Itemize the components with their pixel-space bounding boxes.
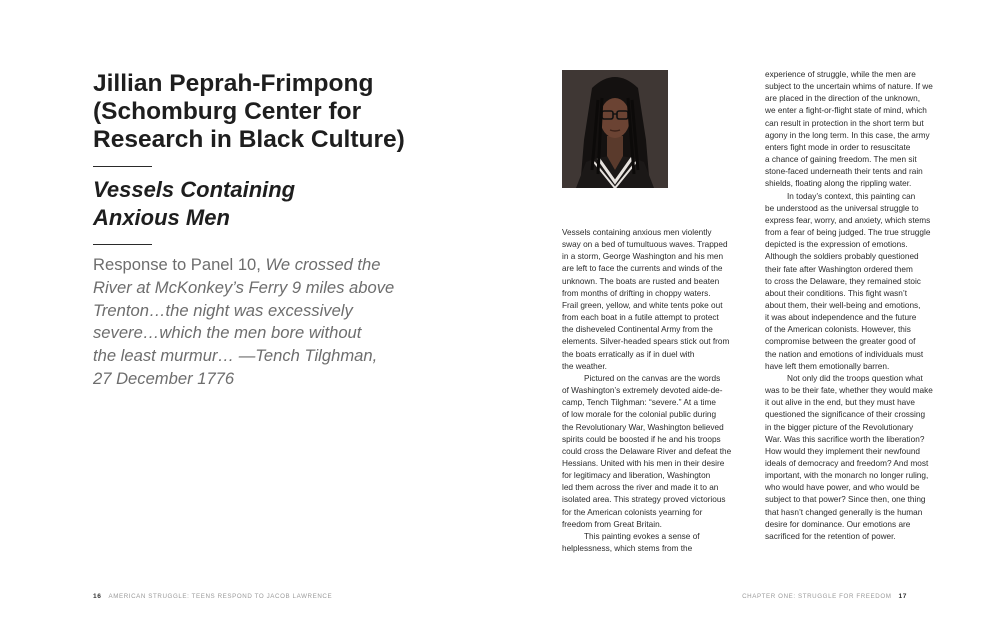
- page-number: 17: [898, 593, 907, 600]
- footer-right: [742, 593, 907, 600]
- text-line: elements. Silver-headed spears stick out from: [562, 337, 730, 347]
- essay-title: [93, 176, 393, 232]
- text-line: Frail green, yellow, and white tents poke out: [562, 300, 723, 310]
- text-line: the nation and emotions of individuals must: [765, 349, 924, 359]
- body-column-1: [562, 227, 740, 555]
- text-line: of low morale for the colonial public during: [562, 410, 717, 420]
- divider: [93, 244, 152, 245]
- text-line: the disheveled Continental Army from the: [562, 325, 713, 335]
- title-line: Anxious Men: [93, 205, 230, 230]
- paragraph: [765, 191, 943, 373]
- footer-left: [93, 593, 332, 600]
- text-line: Pictured on the canvas are the words: [584, 373, 721, 383]
- text-line: it out alive in the end, but they must have: [765, 398, 915, 408]
- text-line: who would have power, and who would be: [765, 483, 920, 493]
- author-line: Research in Black Culture): [93, 126, 405, 153]
- paragraph: [765, 373, 943, 543]
- paragraph: [562, 227, 740, 373]
- text-line: enters fight mode in order to resuscitate: [765, 142, 911, 152]
- text-line: desire for dominance. Our emotions are: [765, 519, 911, 529]
- text-line: shields, floating along the rippling water.: [765, 179, 912, 189]
- text-line: be understood as the universal struggle to: [765, 203, 919, 213]
- divider: [93, 166, 152, 167]
- running-head: CHAPTER ONE: STRUGGLE FOR FREEDOM: [742, 593, 892, 600]
- title-line: Vessels Containing: [93, 177, 296, 202]
- paragraph: [562, 373, 740, 531]
- text-line: How would they implement their newfound: [765, 446, 920, 456]
- response-quote-line: severe…which the men bore without: [93, 323, 362, 343]
- paragraph: [765, 69, 943, 191]
- text-line: questioned the significance of their crossing: [765, 410, 926, 420]
- text-line: helplessness, which stems from the: [562, 544, 693, 554]
- text-line: the weather.: [562, 361, 607, 371]
- text-line: experience of struggle, while the men are: [765, 70, 916, 79]
- text-line: Vessels containing anxious men violently: [562, 228, 712, 237]
- author-heading: [93, 70, 405, 154]
- text-line: from each boat in a futile attempt to protect: [562, 313, 719, 323]
- text-line: the boats erratically as if in duel with: [562, 349, 695, 359]
- page-number: 16: [93, 593, 102, 600]
- author-line: (Schomburg Center for: [93, 98, 362, 125]
- text-line: was to be their fate, whether they would make: [765, 386, 933, 396]
- text-line: led them across the river and made it to an: [562, 483, 719, 493]
- text-line: could cross the Delaware River and defeat the: [562, 446, 732, 456]
- text-line: War. Was this sacrifice worth the liberation?: [765, 434, 925, 444]
- text-line: subject to that power? Since then, one thing: [765, 495, 926, 505]
- text-line: sway on a bed of tumultuous waves. Trapped: [562, 240, 728, 250]
- paragraph: [562, 531, 740, 555]
- text-line: can result in protection in the short term but: [765, 118, 924, 128]
- body-column-2: [765, 69, 943, 543]
- text-line: for the American colonists yearning for: [562, 507, 703, 517]
- text-line: the Revolutionary War, Washington believed: [562, 422, 724, 432]
- author-portrait: [562, 70, 668, 188]
- text-line: compromise between the greater good of: [765, 337, 916, 347]
- text-line: unknown. The boats are rusted and beaten: [562, 276, 720, 286]
- portrait-illustration: [562, 70, 668, 188]
- text-line: in a storm, George Washington and his men: [562, 252, 724, 262]
- text-line: Although the soldiers probably questioned: [765, 252, 919, 262]
- response-quote-line: Trenton…the night was excessively: [93, 300, 353, 320]
- text-line: subject to the uncertain whims of nature. If we: [765, 82, 933, 92]
- text-line: that hasn’t changed generally is the human: [765, 507, 923, 517]
- text-line: ideals of democracy and freedom? And most: [765, 459, 929, 468]
- text-line: of the American colonists. However, this: [765, 325, 911, 335]
- text-line: camp, Tench Tilghman: “severe.” At a time: [562, 398, 716, 408]
- response-quote-line: River at McKonkey’s Ferry 9 miles above: [93, 277, 395, 297]
- text-line: their fate after Washington ordered them: [765, 264, 913, 274]
- text-line: have left them emotionally barren.: [765, 361, 890, 371]
- text-line: depicted is the expression of emotions.: [765, 240, 908, 250]
- running-head: AMERICAN STRUGGLE: TEENS RESPOND TO JACOB LAWRENCE: [108, 593, 333, 600]
- text-line: are placed in the direction of the unknown,: [765, 94, 921, 104]
- text-line: a chance of gaining freedom. The men sit: [765, 155, 917, 165]
- text-line: about their conditions. This fight wasn’t: [765, 288, 908, 298]
- text-line: in the bigger picture of the Revolutionary: [765, 422, 914, 432]
- text-line: stone-faced underneath their tents and rain: [765, 167, 923, 177]
- text-line: important, with the monarch no longer ruling,: [765, 471, 929, 481]
- text-line: for legitimacy and liberation, Washington: [562, 471, 711, 481]
- text-line: isolated area. This strategy proved victorious: [562, 495, 726, 505]
- response-quote-line: the least murmur… —Tench Tilghman,: [93, 346, 378, 366]
- text-line: agony in the long term. In this case, the army: [765, 130, 930, 140]
- response-quote-text: We crossed the: [265, 255, 381, 274]
- text-line: Not only did the troops question what: [787, 373, 923, 383]
- response-caption: [93, 254, 393, 391]
- text-line: In today’s context, this painting can: [787, 191, 916, 201]
- text-line: freedom from Great Britain.: [562, 519, 662, 529]
- text-line: Hessians. United with his men in their desire: [562, 458, 725, 468]
- response-quote-line: 27 December 1776: [93, 368, 235, 388]
- text-line: it was about independence and the future: [765, 313, 917, 323]
- response-plain-text: Response to Panel 10,: [93, 255, 266, 274]
- text-line: from a fear of being judged. The true struggle: [765, 228, 931, 238]
- text-line: spirits could be boosted if he and his troops: [562, 434, 721, 444]
- text-line: of Washington’s extremely devoted aide-de-: [562, 386, 723, 396]
- text-line: sacrificed for the retention of power.: [765, 531, 896, 541]
- text-line: are left to face the currents and winds of the: [562, 264, 723, 274]
- response-line: [93, 254, 393, 277]
- text-line: express fear, worry, and anxiety, which stems: [765, 215, 931, 225]
- text-line: This painting evokes a sense of: [584, 531, 700, 541]
- text-line: from months of drifting in choppy waters.: [562, 288, 711, 298]
- author-line: Jillian Peprah-Frimpong: [93, 70, 374, 97]
- text-line: we enter a fight-or-flight state of mind, which: [765, 106, 927, 116]
- text-line: about them, their well-being and emotions,: [765, 300, 921, 310]
- text-line: to cross the Delaware, they remained stoic: [765, 276, 921, 286]
